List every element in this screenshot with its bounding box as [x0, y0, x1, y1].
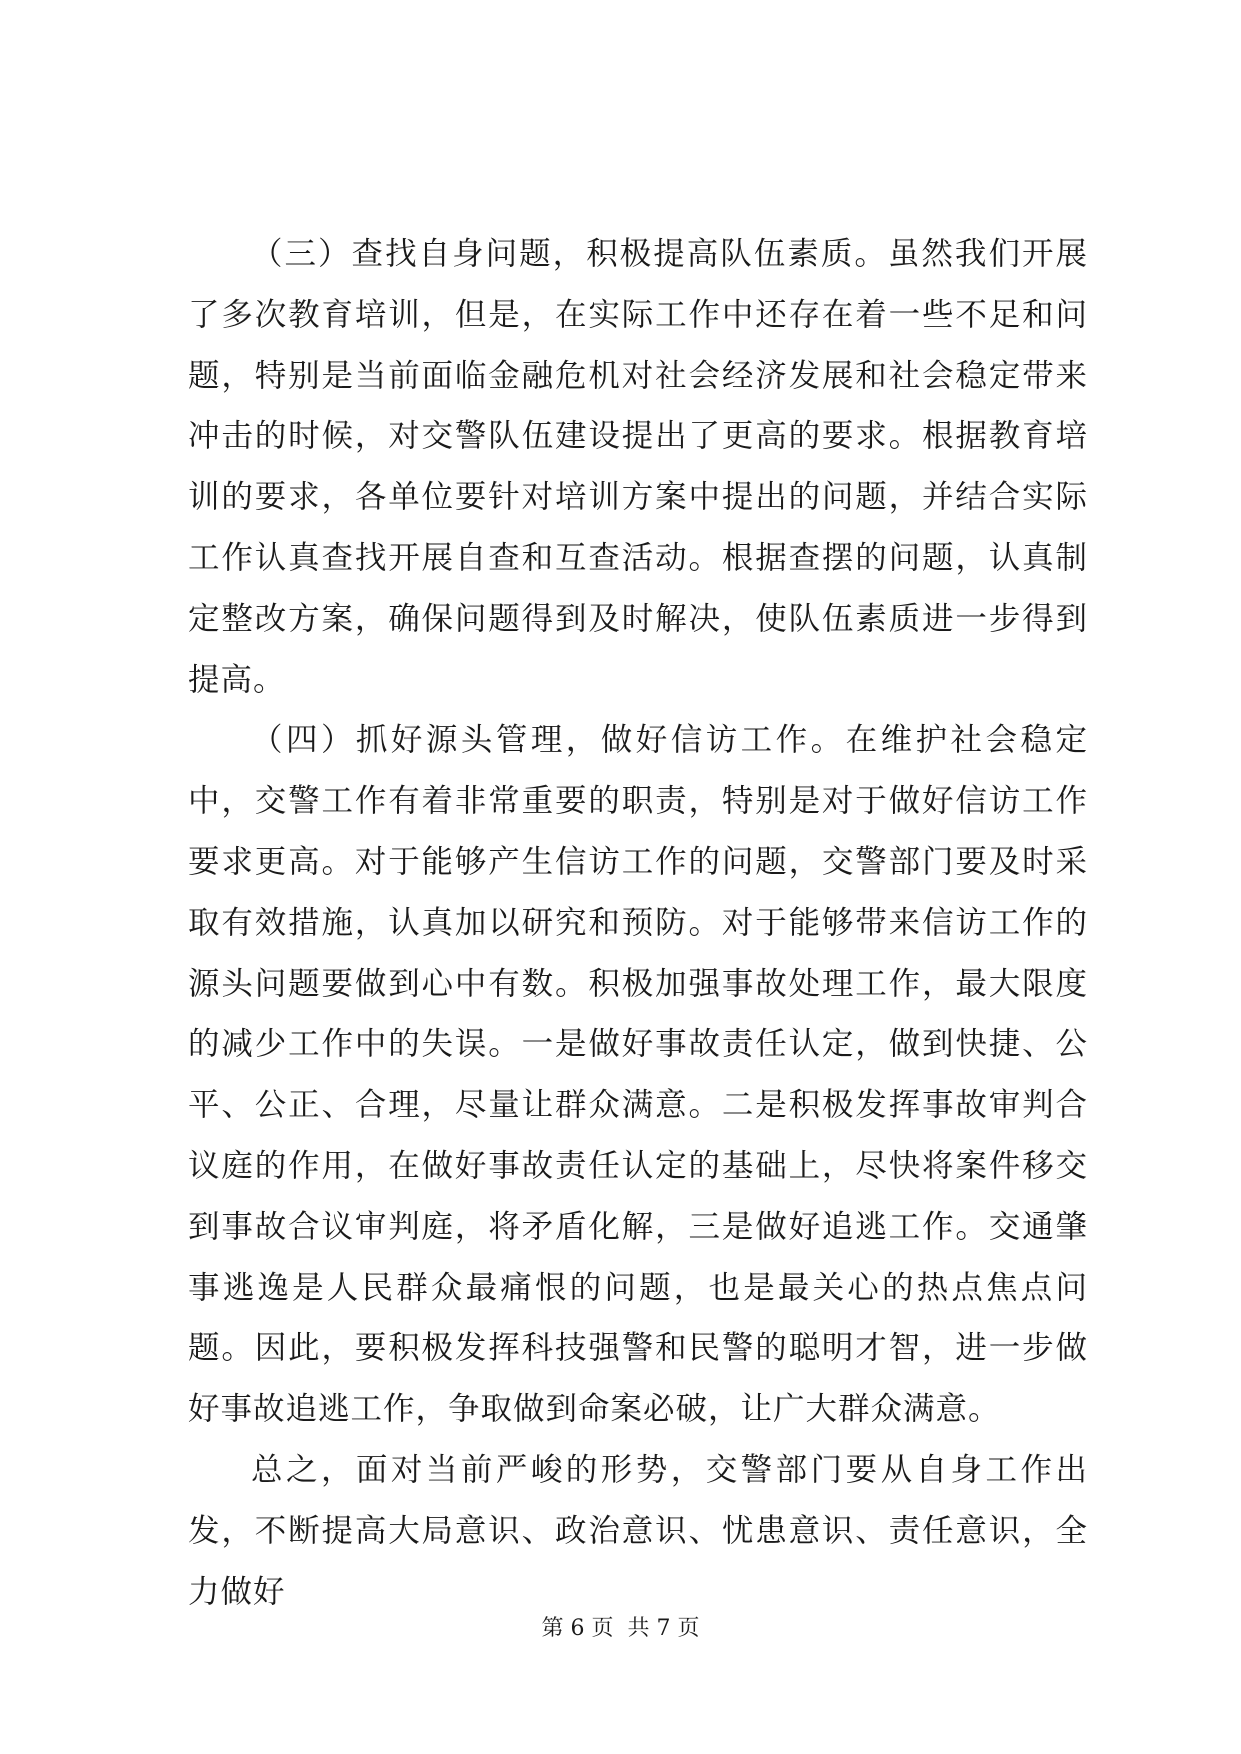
paragraph-conclusion: 总之，面对当前严峻的形势，交警部门要从自身工作出发，不断提高大局意识、政治意识、忧患意识、责任意识，全力做好: [188, 1451, 1088, 1610]
page-number: 第 6 页 共 7 页: [541, 1616, 700, 1641]
page-footer: [0, 1614, 1241, 1644]
body-text: [188, 224, 1088, 1622]
paragraph-section-4: （四）抓好源头管理，做好信访工作。在维护社会稳定中，交警工作有着非常重要的职责，特别是对于做好信访工作要求更高。对于能够产生信访工作的问题，交警部门要及时采取有效措施，认真加以研究和预防。对于能够带来信访工作的源头问题要做到心中有数。积极加强事故处理工作，最大限度的减少工作中的失误。一是做好事故责任认定，做到快捷、公平、公正、合理，尽量让群众满意。二是积极发挥事故审判合议庭的作用，在做好事故责任认定的基础上，尽快将案件移交到事故合议审判庭，将矛盾化解，三是做好追逃工作。交通肇事逃逸是人民群众最痛恨的问题，也是最关心的热点焦点问题。因此，要积极发挥科技强警和民警的聪明才智，进一步做好事故追逃工作，争取做到命案必破，让广大群众满意。: [188, 722, 1088, 1428]
paragraph-section-3: （三）查找自身问题，积极提高队伍素质。虽然我们开展了多次教育培训，但是，在实际工作中还存在着一些不足和问题，特别是当前面临金融危机对社会经济发展和社会稳定带来冲击的时候，对交警队伍建设提出了更高的要求。根据教育培训的要求，各单位要针对培训方案中提出的问题，并结合实际工作认真查找开展自查和互查活动。根据查摆的问题，认真制定整改方案，确保问题得到及时解决，使队伍素质进一步得到提高。: [188, 236, 1088, 698]
